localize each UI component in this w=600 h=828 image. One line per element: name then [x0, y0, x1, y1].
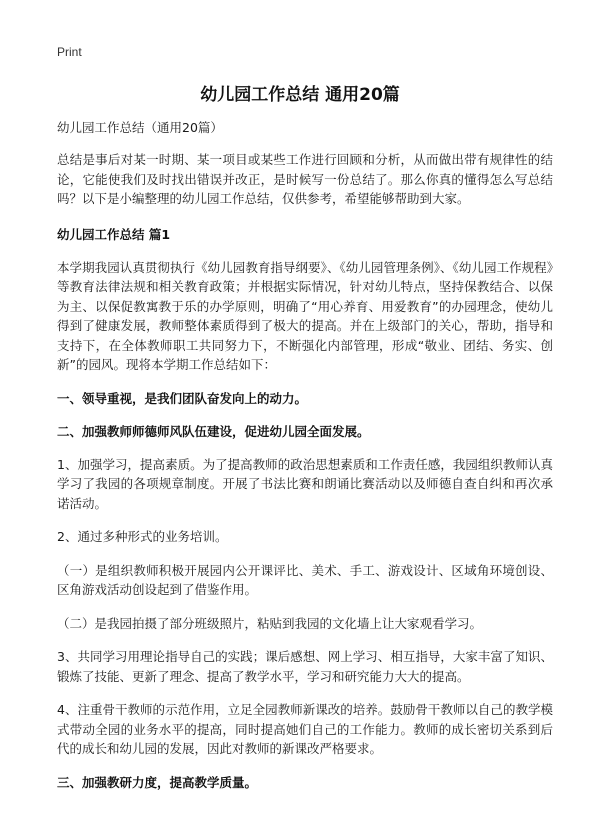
section-heading-1: 一、领导重视，是我们团队奋发向上的动力。 — [57, 390, 308, 406]
list-item-2a: （一）是组织教师积极开展园内公开课评比、美术、手工、游戏设计、区域角环境创设、区角游戏活动创设起到了借鉴作用。 — [57, 562, 553, 597]
article-intro-paragraph: 本学期我园认真贯彻执行《幼儿园教育指导纲要》、《幼儿园管理条例》、《幼儿园工作规程》等教育法律法规和相关教育政策；并根据实际情况，针对幼儿特点，坚持保教结合、以保为主、以保促教寓教于乐的办学原则，明确了“用心养育、用爱教育”的办园理念，使幼儿得到了健康发展，教师整体素质得到了极大的提高。并在上级部门的关心，帮助，指导和支持下，在全体教师职工共同努力下，不断强化内部管理，形成“敬业、团结、务实、创新”的园风。现将本学期工作总结如下： — [57, 259, 553, 372]
article-heading: 幼儿园工作总结 篇1 — [57, 226, 171, 242]
list-item-2b: （二）是我园拍摄了部分班级照片，粘贴到我园的文化墙上让大家观看学习。 — [57, 615, 483, 631]
print-label: Print — [57, 45, 82, 59]
list-item-4: 4、注重骨干教师的示范作用，立足全园教师新课改的培养。鼓励骨干教师以自己的教学模式带动全园的业务水平的提高，同时提高她们自己的工作能力。教师的成长密切关系到后代的成长和幼儿园的发展，因此对教师的新课改严格要求。 — [57, 702, 553, 756]
list-item-1: 1、加强学习，提高素质。为了提高教师的政治思想素质和工作责任感，我园组织教师认真学习了我园的各项规章制度。开展了书法比赛和朗诵比赛活动以及师德自查自纠和再次承诺活动。 — [57, 456, 553, 511]
document-body — [57, 118, 553, 806]
intro-paragraph: 总结是事后对某一时期、某一项目或某些工作进行回顾和分析，从而做出带有规律性的结论，它能使我们及时找出错误并改正，是时候写一份总结了。那么你真的懂得怎么写总结吗？以下是小编整理的幼儿园工作总结，仅供参考，希望能够帮助到大家。 — [57, 152, 553, 206]
list-item-3: 3、共同学习用理论指导自己的实践；课后感想、网上学习、相互指导，大家丰富了知识、锻炼了技能、更新了理念、提高了教学水平，学习和研究能力大大的提高。 — [57, 649, 553, 684]
page-title: 幼儿园工作总结 通用20篇 — [200, 85, 400, 105]
document-subtitle: 幼儿园工作总结（通用20篇） — [57, 120, 223, 135]
section-heading-2: 二、加强教师师德师风队伍建设，促进幼儿园全面发展。 — [57, 423, 370, 439]
section-heading-3: 三、加强教研力度，提高教学质量。 — [57, 774, 258, 790]
list-item-2: 2、通过多种形式的业务培训。 — [57, 529, 228, 544]
